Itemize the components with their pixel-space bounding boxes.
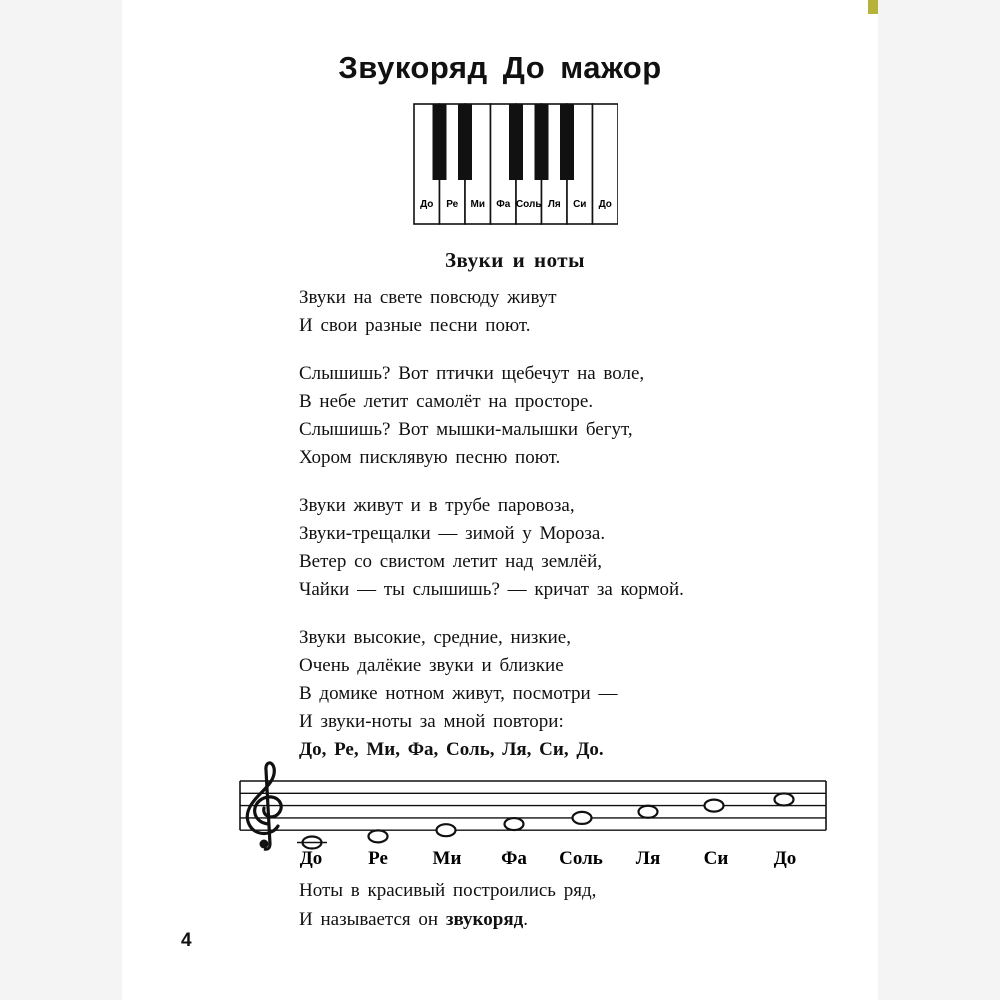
piano-black-key [433, 104, 447, 180]
piano-key-label: До [420, 199, 434, 210]
piano-key-label: Ми [470, 199, 485, 210]
poem-line: Чайки — ты слышишь? — кричат за кормой. [299, 579, 684, 600]
poem-line: Слышишь? Вот птички щебечут на воле, [299, 363, 645, 384]
whole-note [505, 818, 524, 830]
section-subtitle: Звуки и ноты [444, 248, 586, 272]
stanza-3 [299, 492, 819, 604]
note-label: Фа [501, 848, 527, 869]
staff-lines [240, 781, 826, 830]
outro-bold-word: звукоряд [445, 909, 524, 930]
note-label: Си [703, 848, 729, 869]
poem-line: Хором писклявую песню поют. [299, 447, 561, 468]
whole-note [573, 812, 592, 824]
piano-keyboard [413, 103, 618, 225]
piano-key-label: Ре [446, 199, 459, 210]
piano-key-label: Фа [496, 199, 511, 210]
stanza-2 [299, 360, 819, 472]
piano-black-key [560, 104, 574, 180]
poem-line: Звуки живут и в трубе паровоза, [299, 495, 575, 516]
piano-key-label: Ля [547, 199, 561, 210]
poem-line: В домике нотном живут, посмотри — [299, 683, 618, 704]
outro-period: . [523, 909, 528, 930]
poem-line: И свои разные песни поют. [299, 315, 531, 336]
poem-line: Звуки-трещалки — зимой у Мороза. [299, 523, 606, 544]
poem-line: В небе летит самолёт на просторе. [299, 391, 594, 412]
note-label: Ми [432, 848, 462, 869]
poem [299, 284, 819, 764]
outro [299, 876, 819, 934]
note-label: До [299, 848, 323, 869]
poem-line: Ветер со свистом летит над землёй, [299, 551, 602, 572]
stanza-4 [299, 624, 819, 764]
whole-note [437, 824, 456, 836]
outro-text: И называется он [299, 909, 446, 930]
outro-line: Ноты в красивый построились ряд, [299, 880, 597, 901]
poem-line: Очень далёкие звуки и близкие [299, 655, 564, 676]
piano-black-key [535, 104, 549, 180]
whole-note [369, 830, 388, 842]
music-staff [238, 760, 828, 880]
poem-line: Звуки высокие, средние, низкие, [299, 627, 571, 648]
piano-black-key [458, 104, 472, 180]
piano-key-label: Си [573, 199, 587, 210]
piano-key-label: До [598, 199, 612, 210]
whole-note [705, 800, 724, 812]
poem-line: И звуки-ноты за мной повтори: [299, 711, 564, 732]
whole-note [639, 806, 658, 818]
page-number: 4 [181, 930, 192, 951]
whole-note [775, 793, 794, 805]
poem-line: Слышишь? Вот мышки-малышки бегут, [299, 419, 633, 440]
note-label: До [773, 848, 797, 869]
note-label: Ре [368, 848, 388, 869]
stanza-1 [299, 284, 819, 340]
page-title: Звукоряд До мажор [338, 50, 662, 85]
note-label: Соль [559, 848, 603, 869]
whole-note [297, 837, 327, 849]
note-label: Ля [635, 848, 661, 869]
note-names-line: До, Ре, Ми, Фа, Соль, Ля, Си, До. [299, 739, 604, 760]
outro-line-2 [299, 905, 819, 934]
piano-key-label: Соль [515, 199, 542, 210]
page-edge-mark [868, 0, 878, 14]
piano-black-key [509, 104, 523, 180]
poem-line: Звуки на свете повсюду живут [299, 287, 557, 308]
